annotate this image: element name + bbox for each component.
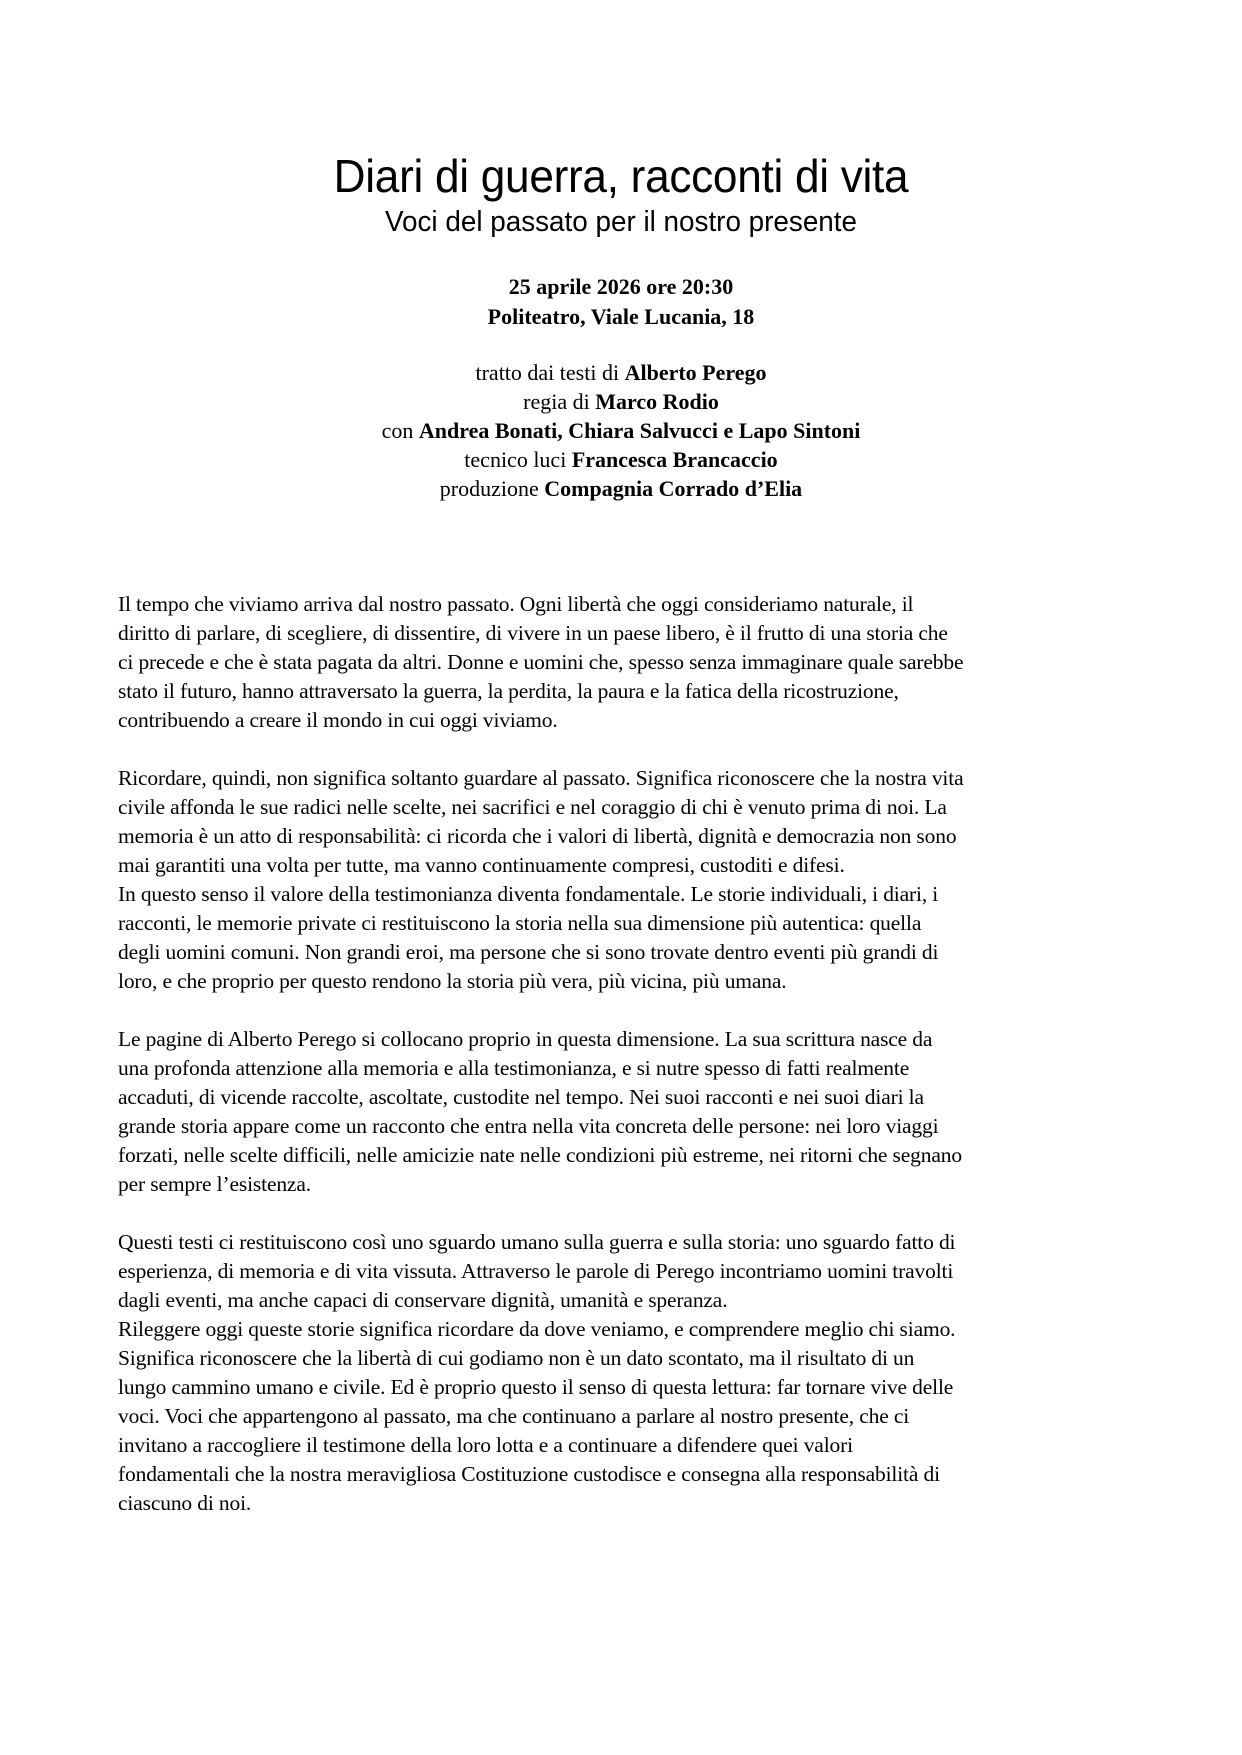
text-line: Significa riconoscere che la libertà di cui godiamo non è un dato scontato, ma il risultato di un	[118, 1346, 915, 1370]
text-line: dagli eventi, ma anche capaci di conservare dignità, umanità e speranza.	[118, 1288, 728, 1312]
text-line: loro, e che proprio per questo rendono la storia più vera, più vicina, più umana.	[118, 969, 787, 993]
event-venue: Politeatro, Viale Lucania, 18	[487, 304, 755, 329]
text-line: diritto di parlare, di scegliere, di dissentire, di vivere in un paese libero, è il frutto di una storia che	[118, 621, 948, 645]
credit-conjunction: e	[717, 418, 739, 443]
text-line: una profonda attenzione alla memoria e alla testimonianza, e si nutre spesso di fatti realmente	[118, 1056, 910, 1080]
text-line: Rileggere oggi queste storie significa ricordare da dove veniamo, e comprendere meglio chi siamo.	[118, 1317, 956, 1341]
body-text	[118, 590, 1128, 1547]
text-line: forzati, nelle scelte difficili, nelle amicizie nate nelle condizioni più estreme, nei ritorni che segnano	[118, 1143, 962, 1167]
paragraph	[118, 590, 1128, 735]
text-line: degli uomini comuni. Non grandi eroi, ma persone che si sono trovate dentro eventi più grandi di	[118, 940, 939, 964]
credit-name: Francesca Brancaccio	[571, 447, 778, 472]
credit-text-by	[0, 358, 1242, 387]
text-line: mai garantiti una volta per tutte, ma vanno continuamente compresi, custoditi e difesi.	[118, 853, 845, 877]
credit-label: tecnico luci	[464, 447, 572, 472]
text-line: esperienza, di memoria e di vita vissuta. Attraverso le parole di Perego incontriamo uomini travolti	[118, 1259, 954, 1283]
document-subtitle: Voci del passato per il nostro presente	[384, 206, 858, 238]
text-line: racconti, le memorie private ci restituiscono la storia nella sua dimensione più autentica: quella	[118, 911, 922, 935]
credit-cast	[0, 416, 1242, 445]
credit-name: Marco Rodio	[595, 389, 719, 414]
text-line: Ricordare, quindi, non significa soltanto guardare al passato. Significa riconoscere che la nostra vita	[118, 766, 964, 790]
credit-label: regia di	[523, 389, 596, 414]
text-line: accaduti, di vicende raccolte, ascoltate, custodite nel tempo. Nei suoi racconti e nei suoi diari la	[118, 1085, 924, 1109]
text-line: Le pagine di Alberto Perego si collocano proprio in questa dimensione. La sua scrittura nasce da	[118, 1027, 933, 1051]
credits-block	[0, 358, 1242, 503]
event-info	[0, 272, 1242, 332]
credit-name: Alberto Perego	[624, 360, 767, 385]
text-line: stato il futuro, hanno attraversato la guerra, la perdita, la paura e la fatica della ricostruzione,	[118, 679, 899, 703]
credit-director	[0, 387, 1242, 416]
credit-lighting	[0, 445, 1242, 474]
text-line: fondamentali che la nostra meravigliosa Costituzione custodisce e consegna alla responsabilità di	[118, 1462, 940, 1486]
credit-label: con	[381, 418, 419, 443]
credit-name: Compagnia Corrado d’Elia	[544, 476, 803, 501]
credit-name: Lapo Sintoni	[738, 418, 861, 443]
paragraph	[118, 1228, 1128, 1518]
credit-label: produzione	[439, 476, 545, 501]
credit-name: Andrea Bonati, Chiara Salvucci	[418, 418, 718, 443]
text-line: voci. Voci che appartengono al passato, ma che continuano a parlare al nostro presente, che ci	[118, 1404, 910, 1428]
event-date-time: 25 aprile 2026 ore 20:30	[508, 274, 734, 299]
text-line: Il tempo che viviamo arriva dal nostro passato. Ogni libertà che oggi consideriamo naturale, il	[118, 592, 914, 616]
text-line: ci precede e che è stata pagata da altri. Donne e uomini che, spesso senza immaginare quale sarebbe	[118, 650, 964, 674]
text-line: Questi testi ci restituiscono così uno sguardo umano sulla guerra e sulla storia: uno sguardo fatto di	[118, 1230, 956, 1254]
text-line: civile affonda le sue radici nelle scelte, nei sacrifici e nel coraggio di chi è venuto prima di noi. La	[118, 795, 947, 819]
document-title: Diari di guerra, racconti di vita	[333, 150, 909, 202]
text-line: contribuendo a creare il mondo in cui oggi viviamo.	[118, 708, 558, 732]
paragraph	[118, 764, 1128, 996]
text-line: invitano a raccogliere il testimone della loro lotta e a continuare a difendere quei valori	[118, 1433, 853, 1457]
text-line: lungo cammino umano e civile. Ed è proprio questo il senso di questa lettura: far tornare vive delle	[118, 1375, 954, 1399]
credit-label: tratto dai testi di	[475, 360, 625, 385]
text-line: memoria è un atto di responsabilità: ci ricorda che i valori di libertà, dignità e democrazia non sono	[118, 824, 957, 848]
text-line: ciascuno di noi.	[118, 1491, 252, 1515]
credit-production	[0, 474, 1242, 503]
paragraph	[118, 1025, 1128, 1199]
text-line: per sempre l’esistenza.	[118, 1172, 311, 1196]
text-line: In questo senso il valore della testimonianza diventa fondamentale. Le storie individuali, i diari, i	[118, 882, 939, 906]
text-line: grande storia appare come un racconto che entra nella vita concreta delle persone: nei loro viaggi	[118, 1114, 939, 1138]
